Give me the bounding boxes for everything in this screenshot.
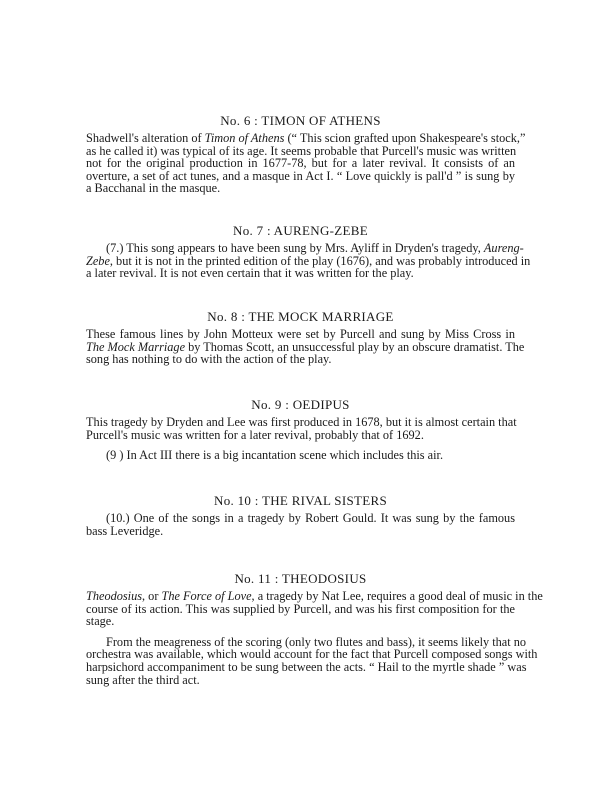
text-run: a Bacchanal in the masque. xyxy=(86,181,221,196)
paragraph xyxy=(86,131,526,196)
text-run: orchestra was available, which would account for the fact that Purcell composed songs with xyxy=(86,647,538,662)
paragraph xyxy=(86,241,531,281)
text-run: not for the original production in 1677-78, but for a later revival. It consists of an xyxy=(86,156,515,171)
text-run: course of its action. This was supplied by Purcell, and was his first composition for the xyxy=(86,601,515,616)
text-line xyxy=(86,267,515,280)
text-run: (9 ) In Act III there is a big incantation scene which includes this air. xyxy=(106,448,444,463)
paragraph xyxy=(86,512,515,537)
text-line xyxy=(86,449,515,462)
text-run: bass Leveridge. xyxy=(86,523,164,538)
text-run: harpsichord accompaniment to be sung between the acts. “ Hail to the myrtle shade ” was xyxy=(86,659,527,674)
text-run: (7.) This song appears to have been sung by Mrs. Ayliff in Dryden's tragedy, xyxy=(106,241,484,255)
italic-title: Theodosius xyxy=(86,589,143,603)
text-run: Shadwell's alteration of xyxy=(86,131,205,145)
text-line xyxy=(86,353,515,366)
section-heading: No. 11 : THEODOSIUS xyxy=(234,571,367,586)
text-line xyxy=(86,615,515,628)
text-run: stage. xyxy=(86,614,115,629)
text-run: This tragedy by Dryden and Lee was first produced in 1678, but it is almost certain that xyxy=(86,415,517,429)
text-run: as he called it) was typical of its age. It seems probable that Purcell's music was written xyxy=(86,143,517,158)
text-run: , but it is not in the printed edition of the play (1676), and was probably introduced in xyxy=(109,253,531,268)
paragraph xyxy=(86,634,538,687)
text-run: overture, a set of act tunes, and a masque in Act I. “ Love quickly is pall'd ” is sung by xyxy=(86,168,515,183)
section-mock-marriage xyxy=(86,309,525,367)
section-heading: No. 8 : THE MOCK MARRIAGE xyxy=(207,309,394,324)
section-heading: No. 10 : THE RIVAL SISTERS xyxy=(214,493,387,508)
text-line xyxy=(86,603,515,616)
section-heading: No. 9 : OEDIPUS xyxy=(251,397,350,412)
paragraph xyxy=(86,327,525,367)
paragraph xyxy=(86,416,515,441)
section-rival-sisters xyxy=(86,494,515,537)
text-run: Purcell's music was written for a later revival, probably that of 1692. xyxy=(86,427,424,442)
text-line xyxy=(86,525,515,538)
section-timon-of-athens xyxy=(86,113,526,196)
italic-title: Aureng- xyxy=(483,241,524,255)
text-run: by Thomas Scott, an unsuccessful play by an obscure dramatist. The xyxy=(185,339,525,354)
italic-title: The Force of Love xyxy=(161,589,252,603)
italic-title: Timon of Athens xyxy=(204,131,285,145)
section-heading: No. 7 : AURENG-ZEBE xyxy=(233,223,368,238)
paragraph xyxy=(86,589,543,629)
text-line xyxy=(86,182,515,195)
text-run: (10.) One of the songs in a tragedy by Robert Gould. It was sung by the famous xyxy=(106,511,515,525)
italic-title: The Mock Marriage xyxy=(86,339,186,354)
text-run: (“ This scion grafted upon Shakespeare's stock,” xyxy=(284,131,526,145)
text-run: a later revival. It is not even certain that it was written for the play. xyxy=(86,266,414,281)
section-heading: No. 6 : TIMON OF ATHENS xyxy=(220,113,381,128)
text-run: , a tragedy by Nat Lee, requires a good deal of music in the xyxy=(251,589,543,603)
section-oedipus xyxy=(86,398,515,462)
section-theodosius xyxy=(86,571,543,687)
paragraph xyxy=(86,449,515,462)
text-run: These famous lines by John Motteux were set by Purcell and sung by Miss Cross in xyxy=(86,327,515,341)
text-line xyxy=(86,429,515,442)
text-run: , or xyxy=(142,589,162,603)
text-run: sung after the third act. xyxy=(86,672,200,687)
text-run: song has nothing to do with the action of the play. xyxy=(86,352,332,367)
text-line xyxy=(86,674,515,687)
text-run: From the meagreness of the scoring (only two flutes and bass), it seems likely that no xyxy=(106,634,527,649)
section-aureng-zebe xyxy=(86,223,531,281)
italic-title: Zebe xyxy=(86,253,110,268)
